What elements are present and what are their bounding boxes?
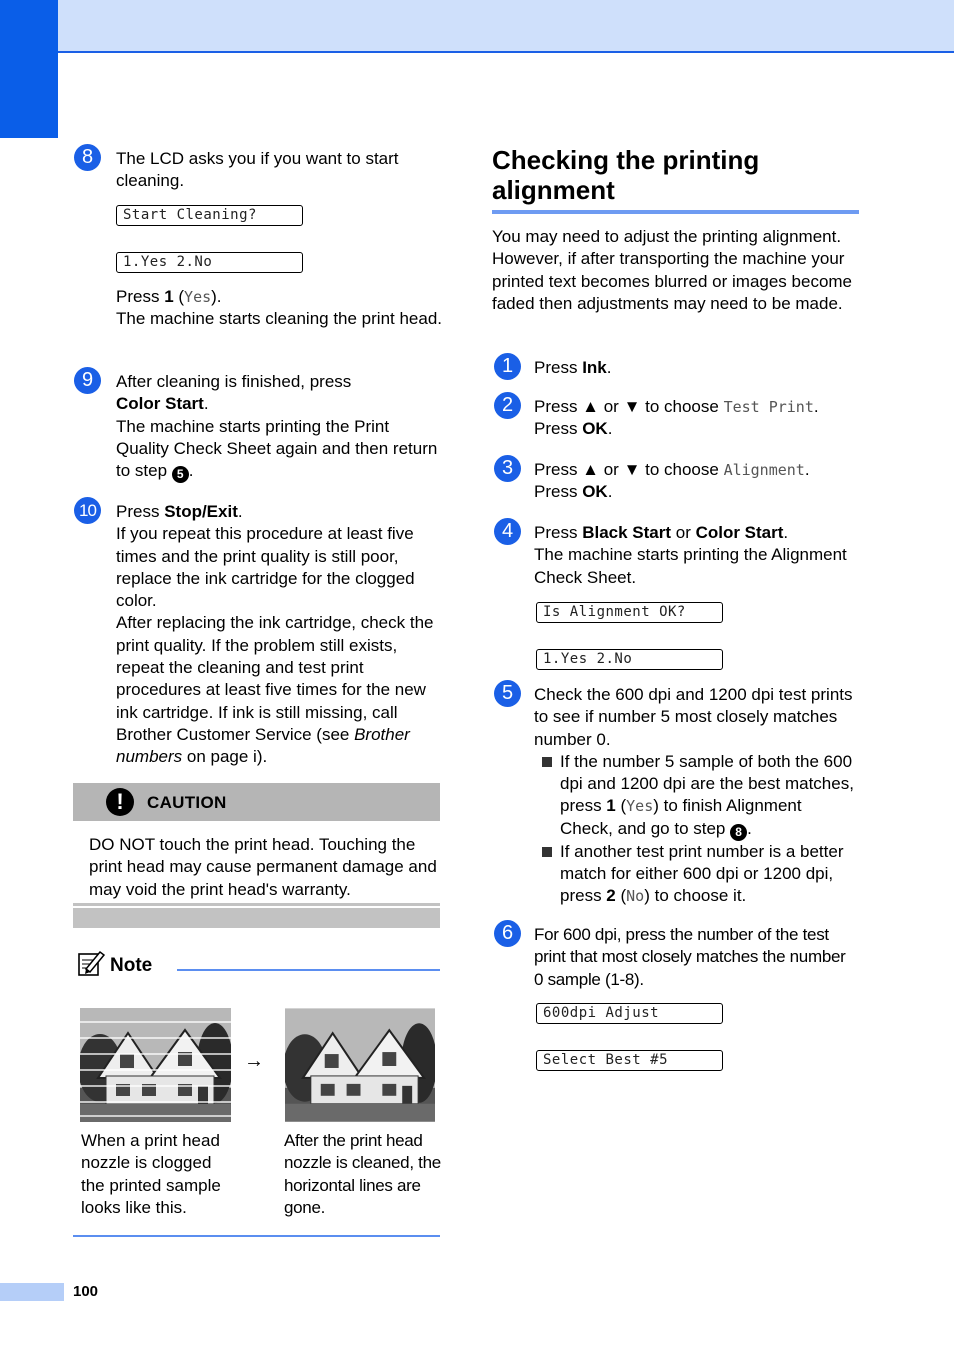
step-body	[116, 148, 446, 193]
clogged-sample-photo	[80, 1008, 231, 1122]
press-line: Press Stop/Exit.	[116, 502, 243, 521]
step-text: After replacing the ink cartridge, check the print quality. If the problem still exists, repeat the cleaning and test print procedures at least five times for the new ink cartridge. If ink is still missing, call Brother Customer Service (see Brother numbers on page i).	[116, 613, 434, 767]
step-number-badge: 10	[74, 497, 101, 524]
step-ref-badge: 8	[730, 824, 747, 841]
step-3	[494, 455, 864, 505]
step-text: The machine starts cleaning the print head.	[116, 309, 443, 329]
lcd-display: Is Alignment OK?	[536, 602, 723, 623]
arrow-right-icon: →	[244, 1050, 264, 1072]
lcd-display: Select Best #5	[536, 1050, 723, 1071]
cleaned-sample-photo	[285, 1008, 435, 1122]
caption-cleaned: After the print head nozzle is cleaned, the horizontal lines are gone.	[284, 1131, 441, 1217]
option-list	[534, 751, 859, 908]
lcd-display: 600dpi Adjust	[536, 1003, 723, 1024]
heading-rule	[492, 210, 859, 214]
intro-paragraph: You may need to adjust the printing alignment. However, if after transporting the machine your printed text becomes blurred or images become faded then adjustments may need to be made.	[492, 227, 853, 313]
header-band	[0, 0, 954, 53]
caution-text: DO NOT touch the print head. Touching the print head may cause permanent damage and may void the print head's warranty.	[89, 835, 437, 899]
section-heading: Checking the printing alignment	[492, 145, 760, 205]
step-text: If you repeat this procedure at least five times and the print quality is still poor, replace the ink cartridge for the clogged color.	[116, 524, 415, 611]
step-9	[74, 367, 444, 487]
step-6	[494, 920, 864, 1075]
step-body: Press ▲ or ▼ to choose Alignment. Press OK.	[534, 460, 810, 502]
lcd-display: Start Cleaning?	[116, 205, 303, 226]
caption-clogged: When a print head nozzle is clogged the printed sample looks like this.	[81, 1131, 221, 1217]
list-item: If the number 5 sample of both the 600 dpi and 1200 dpi are the best matches, press 1 (Yes) to finish Alignment Check, and go to step 8 .	[534, 751, 859, 841]
step-text: After cleaning is finished, press	[116, 372, 352, 391]
step-1	[494, 353, 864, 383]
step-body: Press Black Start or Color Start. The machine starts printing the Alignment Check Sheet.	[534, 523, 847, 587]
lcd-display: 1.Yes 2.No	[116, 252, 303, 273]
step-body: Press ▲ or ▼ to choose Test Print. Press OK.	[534, 397, 819, 439]
press-line: Press 1 (Yes).	[116, 287, 222, 306]
key-line: Color Start.	[116, 394, 209, 414]
step-number-badge: 1	[494, 353, 521, 380]
step-2	[494, 392, 864, 442]
step-body: Check the 600 dpi and 1200 dpi test prints to see if number 5 most closely matches number 0. If the number 5 sample of both the 600 dpi and 1200 dpi are the best matches, press 1 (Yes) to finish Alignment Check, and go to step 8 . If another test print number is a better match for either 600 dpi or 1200 dpi, press 2 (No) to choose it.	[534, 684, 859, 908]
step-number-badge: 2	[494, 392, 521, 419]
step-number-badge: 6	[494, 920, 521, 947]
note-label: Note	[110, 955, 153, 976]
list-item: If another test print number is a better match for either 600 dpi or 1200 dpi, press 2 (No) to choose it.	[534, 841, 859, 908]
note-rule	[177, 969, 440, 971]
step-body: Press Ink.	[534, 358, 612, 377]
caution-footer	[73, 906, 440, 928]
step-text: The LCD asks you if you want to start cleaning.	[116, 149, 399, 191]
step-10	[74, 497, 444, 772]
lcd-display: 1.Yes 2.No	[536, 649, 723, 670]
step-body: For 600 dpi, press the number of the test print that most closely matches the number 0 sample (1-8).	[534, 925, 846, 989]
step-4	[494, 518, 864, 673]
step-5	[494, 680, 864, 910]
step-body	[116, 501, 442, 769]
step-number-badge: 8	[74, 144, 101, 171]
step-body	[116, 286, 446, 331]
note-bottom-rule	[73, 1235, 440, 1237]
exclamation-icon: !	[106, 788, 134, 816]
step-number-badge: 3	[494, 455, 521, 482]
caution-header	[73, 783, 440, 821]
step-body	[116, 371, 446, 483]
footer-band	[0, 1283, 64, 1301]
step-number-badge: 4	[494, 518, 521, 545]
step-number-badge: 5	[494, 680, 521, 707]
step-number-badge: 9	[74, 367, 101, 394]
step-text: The machine starts printing the Print Quality Check Sheet again and then return to step 5 .	[116, 416, 438, 482]
step-ref-badge: 5	[172, 466, 189, 483]
note-pencil-icon	[77, 949, 105, 977]
page-number: 100	[73, 1283, 99, 1300]
step-8	[74, 144, 444, 359]
chapter-tab	[0, 0, 58, 138]
caution-label: CAUTION	[147, 793, 227, 812]
